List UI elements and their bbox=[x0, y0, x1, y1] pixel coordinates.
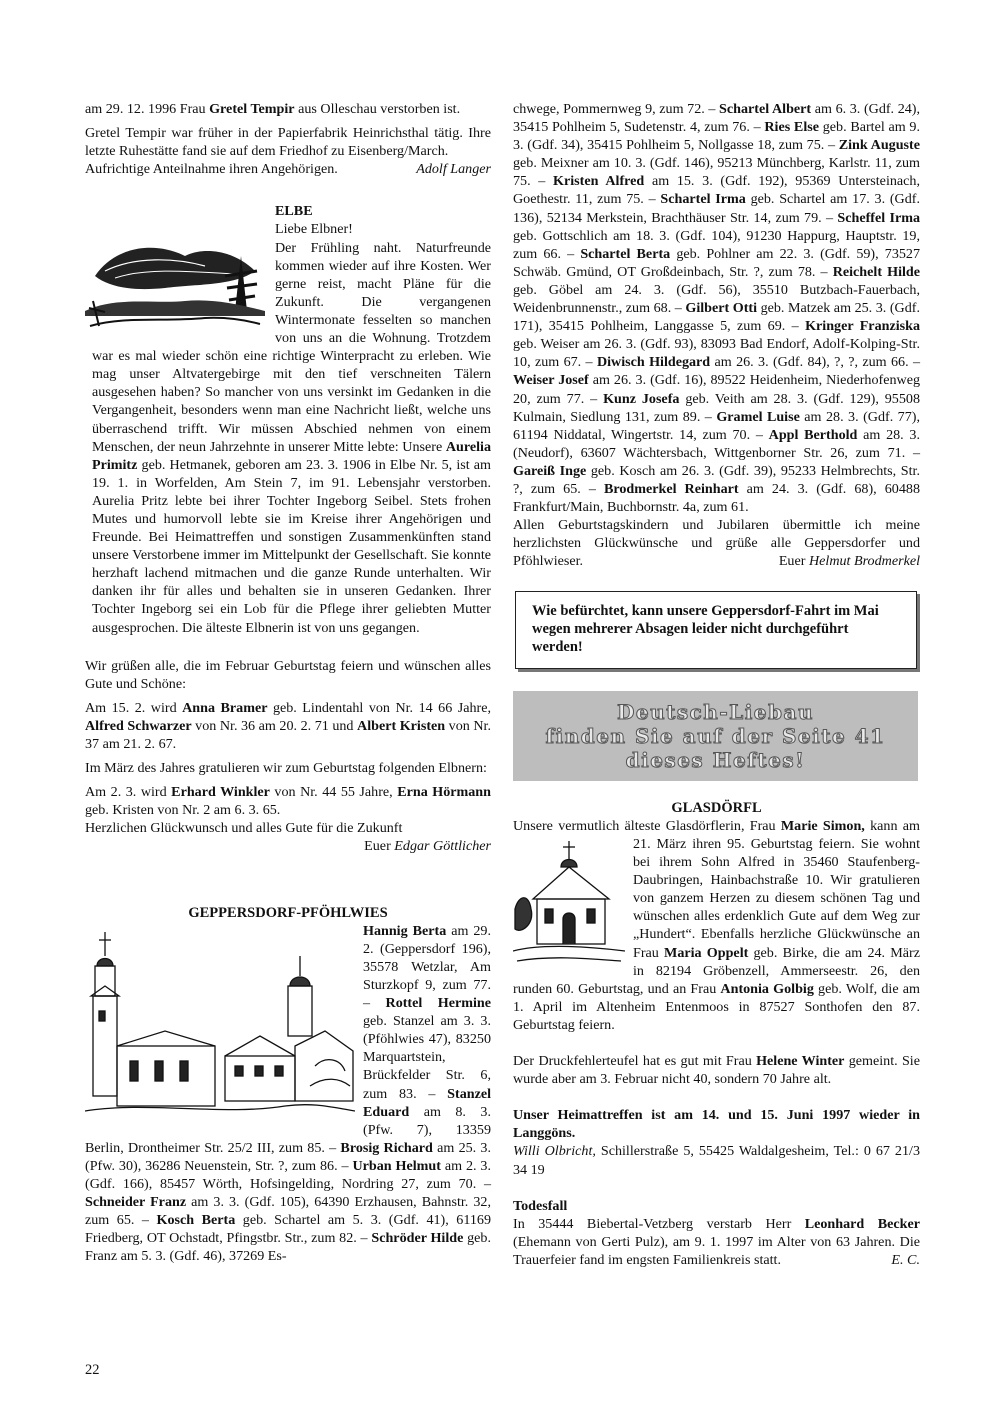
homeland-meeting: Unser Heimattreffen ist am 14. und 15. Juni 1997 wieder in Langgöns. bbox=[513, 1107, 920, 1142]
contact-info: Willi Olbricht, Schillerstraße 5, 55425 Waldalgesheim, Tel.: 0 67 21/3 34 19 bbox=[513, 1143, 920, 1178]
obituary-tempir: am 29. 12. 1996 Frau Gretel Tempir aus Olleschau verstorben ist. bbox=[85, 101, 461, 117]
deutsch-liebau-banner bbox=[513, 691, 918, 781]
elbe-heading: ELBE bbox=[275, 203, 313, 220]
signature-brodmerkel: Euer Helmut Brodmerkel bbox=[778, 553, 920, 570]
march-intro: Im März des Jahres gratulieren wir zum Geburtstag folgenden Elbnern: bbox=[85, 760, 487, 777]
condolence-line: Aufrichtige Anteilnahme ihren Angehörigen. Adolf Langer bbox=[85, 161, 491, 178]
banner-line-3: dieses Heftes! bbox=[625, 747, 806, 772]
notice-box bbox=[515, 591, 917, 669]
page-number: 22 bbox=[85, 1362, 100, 1378]
signature: Adolf Langer bbox=[416, 161, 491, 178]
misprint-note: Der Druckfehlerteufel hat es gut mit Frau Helene Winter gemeint. Sie wurde aber am 3. Februar nicht 40, sondern 70 Jahre alt. bbox=[513, 1053, 920, 1088]
geppersdorf-birthdays-continued: chwege, Pommernweg 9, zum 72. – Schartel Albert am 6. 3. (Gdf. 24), 35415 Pohlheim 5, Sudetenstr. 4, zum 76. – Ries Else geb. Bartel am 9. 3. (Gdf. 34), 35415 Pohlheim 5, Nollgasse 18, zum 75. – Zink Auguste geb. Meixner am 10. 3. (Gdf. 146), 95213 Münchberg, Karlstr. 11, zum 75. – Kristen Alfred am 15. 3. (Gdf. 192), 95369 Untersteinach, Goethestr. 11, zum 75. – Schartel Irma geb. Schartel am 17. 3. (Gdf. 136), 52134 Merkstein, Brachthäuser Str. 14, zum 79. – Scheffel Irma geb. Gottschlich am 18. 3. (Gdf. 104), 91230 Happurg, Hauptstr. 19, zum 66. – Schartel Berta geb. Pohlner am 22. 3. (Gdf. 59), 73527 Schwäb. Gmünd, OT Großdeinbach, Str. ?, zum 78. – Reichelt Hilde geb. Göbel am 24. 3. (Gdf. 56), 35510 Butzbach-Fauerbach, Weidenbrunnenstr., zum 68. – Gilbert Otti geb. Matzek am 25. 3. (Gdf. 171), 35415 Pohlheim, Langgasse 5, zum 69. – Kringer Franziska geb. Weiser am 26. 3. (Gdf. 93), 83093 Bad Endorf, Adolf-Kolping-Str. 10, zum 67. – Diwisch Hildegard am 26. 3. (Gdf. 84), ?, ?, zum 66. – Weiser Josef am 26. 3. (Gdf. 16), 89522 Heidenheim, Niederhofenweg 20, zum 77. – Kunz Josefa geb. Veith am 28. 3. (Gdf. 129), 95508 Kulmain, Siedlung 131, zum 89. – Gramel Luise am 28. 3. (Gdf. 77), 61194 Niddatal, Wingertstr. 14, zum 70. – Appl Berthold am 28. 3. (Neudorf), 63607 Wächtersbach, Wittgenborner Str. 26, zum 71. – Gareiß Inge geb. Kosch am 26. 3. (Gdf. 39), 95233 Helmbrechts, Str. ?, zum 65. – Brodmerkel Reinhart am 24. 3. (Gdf. 68), 60488 Frankfurt/Main, Buchbornstr. 4a, zum 61. bbox=[513, 101, 921, 516]
glasdoerfl-heading: GLASDÖRFL bbox=[671, 799, 762, 816]
banner-line-1: Deutsch-Liebau bbox=[617, 699, 814, 724]
glasdoerfl-section bbox=[513, 817, 920, 1034]
geppersdorf-birthdays: Hannig Berta am 29. 2. (Geppersdorf 196), 35578 Wetzlar, Am Sturzkopf 9, zum 77. – Rottel Hermine geb. Stanzel am 3. 3. (Pföhlwies 47), 83250 Marquartstein, Brückfelder Str. 6, zum 83. – Stanzel Eduard am 8. 3. (Pfw. 7), 13359 Berlin, Drontheimer Str. 25/2 III, zum 85. – Brosig Richard am 25. 3. (Pfw. 30), 36286 Neuenstein, Str. ?, zum 86. – Urban Helmut am 2. 3. (Gdf. 166), 85457 Wörth, Hofsingelding, Nordring 27, zum 70. – Schneider Franz am 3. 3. (Gdf. 105), 64390 Erzhausen, Bahnstr. 32, zum 65. – Kosch Berta geb. Schartel am 5. 3. (Gdf. 41), 61169 Friedberg, OT Ochstadt, Pfingstbr. Str., zum 82. – Schröder Hilde geb. Franz am 5. 3. (Gdf. 46), 37269 Es- bbox=[85, 922, 492, 1265]
obituary-tempir-detail: Gretel Tempir war früher in der Papierfabrik Heinrichsthal tätig. Ihre letzte Ruhestätte fand sie auf dem Friedhof zu Eisenberg/March. bbox=[85, 125, 491, 160]
landscape-tree-illustration bbox=[85, 216, 265, 336]
february-intro: Wir grüßen alle, die im Februar Geburtstag feiern und wünschen alles Gute und Schöne: bbox=[85, 657, 491, 692]
geppersdorf-closing: Allen Geburtstagskindern und Jubilaren übermittle ich meine herzlichsten Glückwünsche und grüße alle Geppersdorfer und Pföhlwieser. bbox=[513, 517, 920, 570]
elbe-greeting: Liebe Elbner! bbox=[275, 221, 353, 238]
elbe-section bbox=[85, 202, 491, 636]
february-birthdays: Am 15. 2. wird Anna Bramer geb. Lindentahl von Nr. 14 66 Jahre, Alfred Schwarzer von Nr. 36 am 20. 2. 71 und Albert Kristen von Nr. 37 am 21. 2. 67. bbox=[85, 699, 491, 752]
signature-goettlicher: Euer Edgar Göttlicher bbox=[364, 838, 491, 855]
banner-line-2: finden Sie auf der Seite 41 bbox=[545, 723, 886, 748]
right-column bbox=[513, 100, 920, 1269]
chapel-illustration bbox=[513, 839, 625, 967]
church-village-illustration bbox=[85, 926, 355, 1126]
todesfall-heading: Todesfall bbox=[513, 1197, 568, 1214]
notice-text: Wie befürchtet, kann unsere Geppersdorf-Fahrt im Mai wegen mehrerer Absagen leider nicht durchgeführt werden! bbox=[532, 602, 879, 655]
march-closing: Herzlichen Glückwunsch und alles Gute für die Zukunft bbox=[85, 820, 403, 837]
geppersdorf-section bbox=[85, 922, 491, 1266]
geppersdorf-heading: GEPPERSDORF-PFÖHLWIES bbox=[188, 904, 388, 921]
left-column bbox=[85, 100, 491, 1265]
glasdoerfl-text: Unsere vermutlich älteste Glasdörflerin, Frau Marie Simon, kann am 21. März ihren 95. Geburtstag feiern. Sie wohnt bei ihrem Sohn Alfred in 35460 Staufenberg-Daubringen, Hainbachstraße 10. Wir gratulieren von ganzem Herzen zu diesem schönen Tag und wünschen alles erdenklich Gute auf dem Weg zur „Hundert“. Ebenfalls herzliche Glückwünsche an Frau Maria Oppelt geb. Birke, die am 24. März in 82194 Gröbenzell, Ammerseestr. 26, den runden 60. Geburtstag, und an Frau Antonia Golbig geb. Wolf, die am 1. April im Altenheim Entenmoos in 87527 Sonthofen den 87. Geburtstag feiern. bbox=[513, 817, 920, 1033]
todesfall-text: In 35444 Biebertal-Vetzberg verstarb Herr Leonhard Becker (Ehemann von Gerti Pulz), am 9. 1. 1997 im Alter von 63 Jahren. Die Trauerfeier fand im engsten Familienkreis statt. E. C. bbox=[513, 1215, 920, 1268]
elbe-text: Der Frühling naht. Naturfreunde kommen wieder auf ihre Kosten. Wer gerne reist, macht Pläne für die Zukunft. Die vergangenen Wintermonate fesselten so manchen von uns an die Wohnung. Trotzdem war es mal wieder schön eine richtige Winterpracht zu erleben. Wie mag unser Altvatergebirge mit den tief verschneiten Tälern ausgesehen haben? So mancher von uns versinkt im Gedanken in die Vergangenheit, besonders wenn man eine Nachricht ließt, welche uns überraschend trifft. Wir müssen Abschied nehmen von einem Menschen, der neun Jahrzehnte in unserer Mitte lebte: Unsere Aurelia Primitz geb. Hetmanek, geboren am 23. 3. 1906 in Elbe Nr. 5, ist am 19. 1. in Worfelden, Am Stein 7, im 91. Lebensjahr verstorben. Aurelia Pritz lebte bei ihrer Tochter Ingeborg Seibel. Stets frohen Mutes und humorvoll lebte sie im Kreise ihrer Angehörigen und Freunde. Bei Heimattreffen und sonstigen Zusammenkünften stand unsere Verstorbene immer im Mittelpunkt der Gesellschaft. Sie konnte herzhaft lachend mitmachen und die ganze Runde unterhalten. Wir danken ihr für alles und behalten sie in unseren Gedanken. Ihrer Tochter Ingeborg sei ein Lob für die Pflege ihrer geliebten Mutter ausgesprochen. Die älteste Elbnerin ist von uns gegangen. bbox=[92, 239, 491, 636]
march-birthdays: Am 2. 3. wird Erhard Winkler von Nr. 44 55 Jahre, Erna Hörmann geb. Kristen von Nr. 2 am 6. 3. 65. bbox=[85, 784, 491, 819]
signature-ec: E. C. bbox=[891, 1251, 920, 1268]
